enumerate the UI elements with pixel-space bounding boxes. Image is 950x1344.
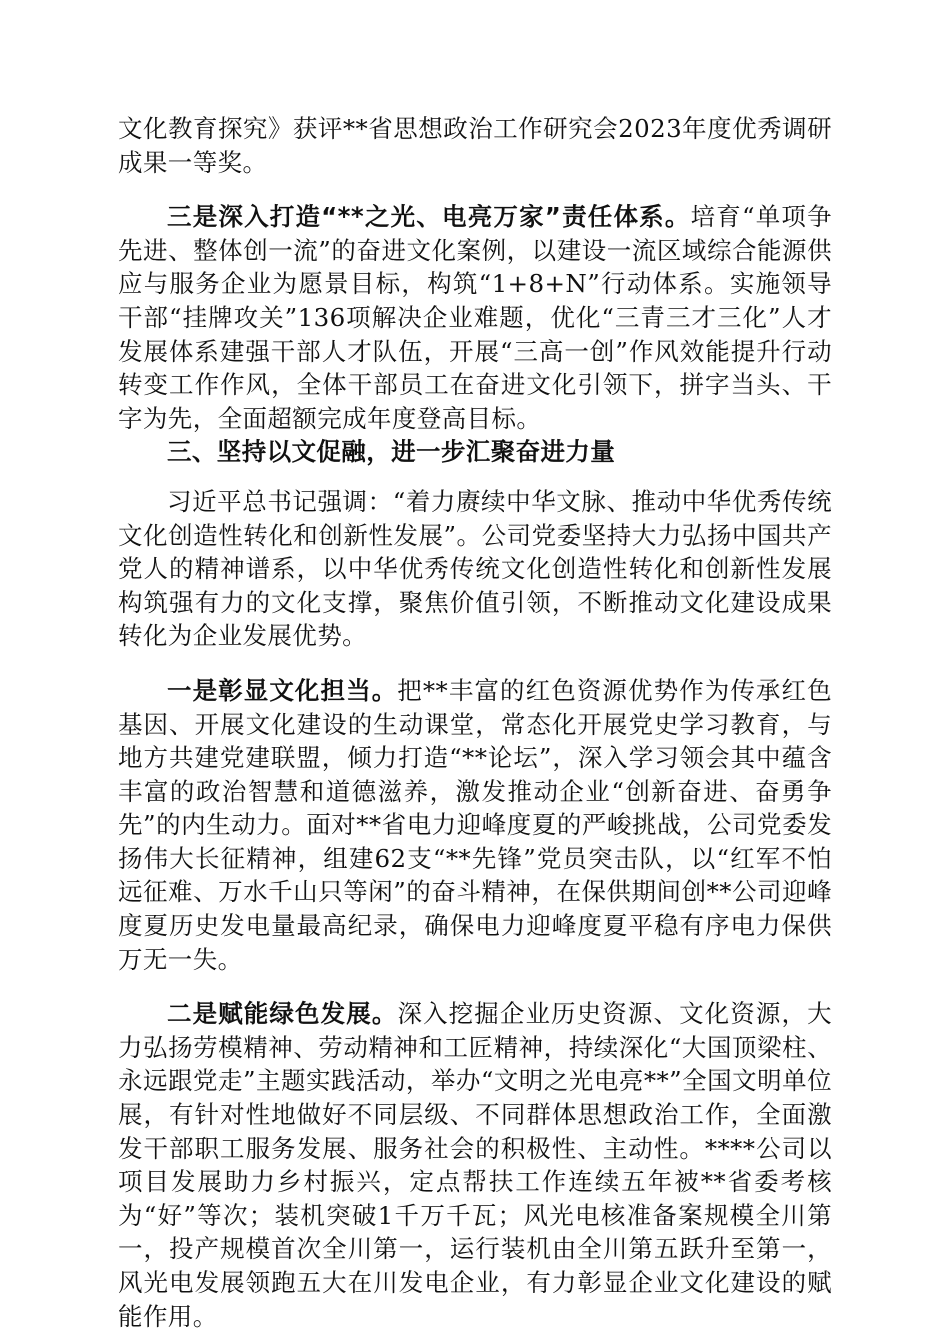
paragraph-text: 培育“单项争先进、整体创一流”的奋进文化案例，以建设一流区域综合能源供应与服务企业为愿景目标，构筑“1+8+N”行动体系。实施领导干部“挂牌攻关”136项解决企业难题，优化“三青三才三化”人才发展体系建强干部人才队伍，开展“三高一创”作风效能提升行动转变工作作风，全体干部员工在奋进文化引领下，拼字当头、干字为先，全面超额完成年度登高目标。 (118, 202, 832, 433)
paragraph-section-intro (118, 485, 832, 653)
paragraph-text: 把**丰富的红色资源优势作为传承红色基因、开展文化建设的生动课堂，常态化开展党史学习教育，与地方共建党建联盟，倾力打造“**论坛”，深入学习领会其中蕴含丰富的政治智慧和道德滋养，激发推动企业“创新奋进、奋勇争先”的内生动力。面对**省电力迎峰度夏的严峻挑战，公司党委发扬伟大长征精神，组建62支“**先锋”党员突击队，以“红军不怕远征难、万水千山只等闲”的奋斗精神，在保供期间创**公司迎峰度夏历史发电量最高纪录，确保电力迎峰度夏平稳有序电力保供万无一失。 (118, 675, 832, 974)
paragraph-text: 深入挖掘企业历史资源、文化资源，大力弘扬劳模精神、劳动精神和工匠精神，持续深化“大国顶梁柱、永远跟党走”主题实践活动，举办“文明之光电亮**”全国文明单位展，有针对性地做好不同层级、不同群体思想政治工作，全面激发干部职工服务发展、服务社会的积极性、主动性。****公司以项目发展助力乡村振兴，定点帮扶工作连续五年被**省委考核为“好”等次；装机突破1千万千瓦；风光电核准备案规模全川第一，投产规模首次全川第一，运行装机由全川第五跃升至第一，风光电发展领跑五大在川发电企业，有力彰显企业文化建设的赋能作用。 (118, 999, 832, 1331)
paragraph-lead: 二是赋能绿色发展。 (167, 999, 398, 1029)
paragraph-responsibility-system (118, 200, 832, 435)
paragraph-green-development (118, 997, 832, 1333)
paragraph-lead: 三是深入打造“**之光、电亮万家”责任体系。 (167, 202, 691, 232)
paragraph-text: 习近平总书记强调：“着力赓续中华文脉、推动中华优秀传统文化创造性转化和创新性发展”。公司党委坚持大力弘扬中国共产党人的精神谱系，以中华优秀传统文化创造性转化和创新性发展构筑强有力的文化支撑，聚焦价值引领，不断推动文化建设成果转化为企业发展优势。 (118, 486, 832, 651)
document-page (118, 112, 832, 1333)
paragraph-cultural-responsibility (118, 674, 832, 976)
paragraph-lead: 一是彰显文化担当。 (167, 675, 398, 705)
paragraph-continuation (118, 112, 832, 179)
paragraph-text: 文化教育探究》获评**省思想政治工作研究会2023年度优秀调研成果一等奖。 (118, 114, 832, 177)
section-heading: 三、坚持以文促融，进一步汇聚奋进力量 (167, 437, 616, 467)
